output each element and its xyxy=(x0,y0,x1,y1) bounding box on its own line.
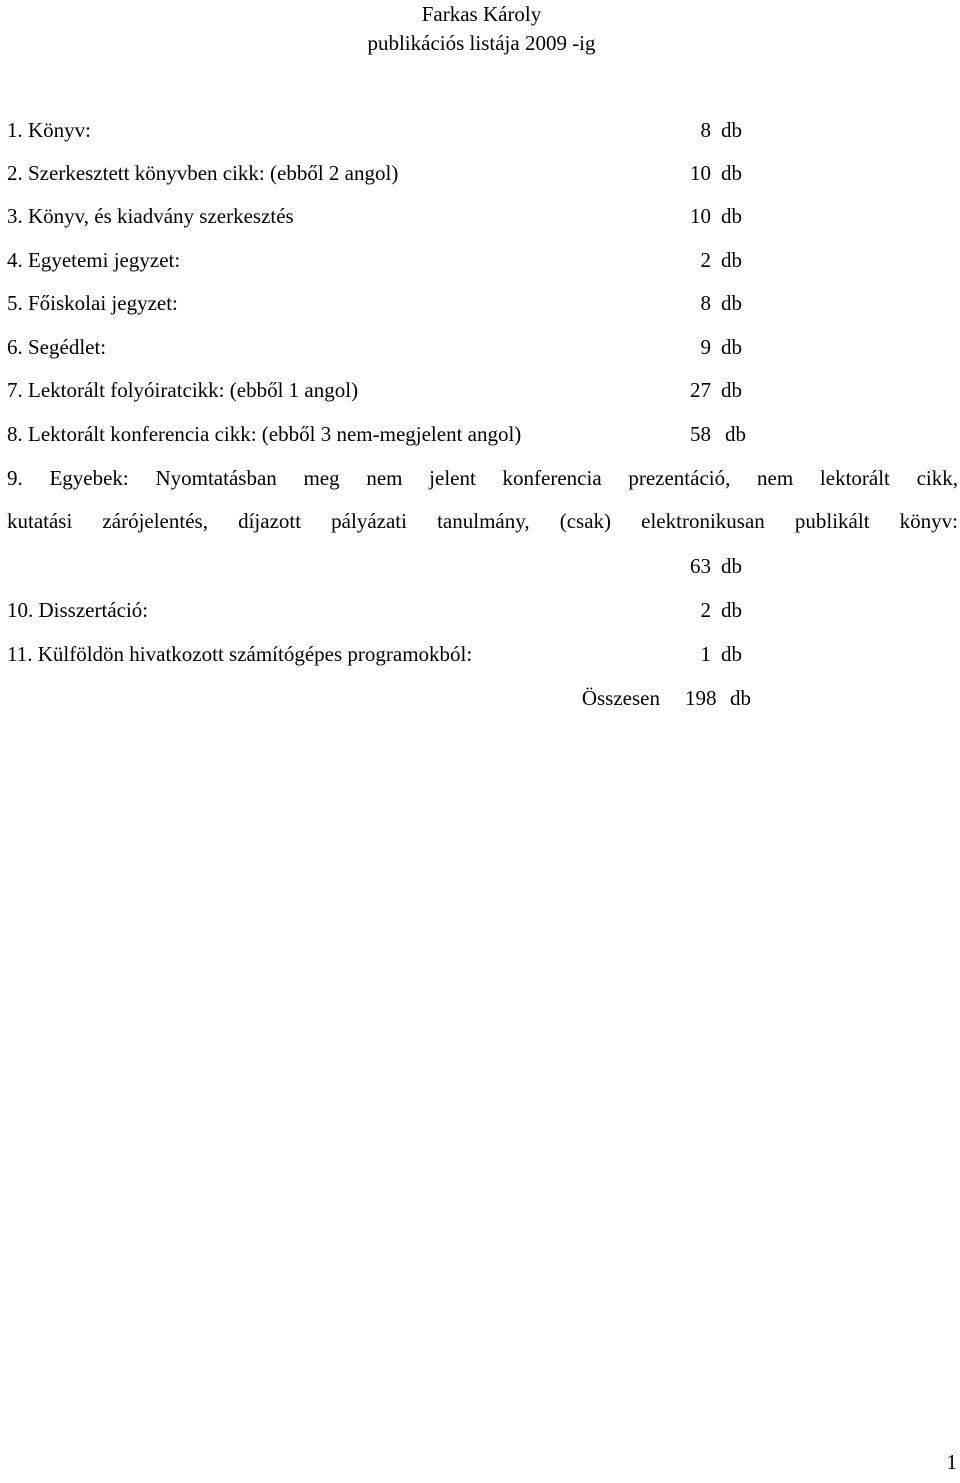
list-item xyxy=(7,377,358,403)
item-unit: db xyxy=(725,422,746,446)
list-item xyxy=(7,290,178,316)
item-count: 9 xyxy=(700,335,711,359)
item-unit: db xyxy=(721,378,742,402)
item-unit: db xyxy=(721,291,742,315)
item-unit: db xyxy=(721,598,742,622)
item-unit: db xyxy=(721,161,742,185)
item-label: 3. Könyv, és kiadvány szerkesztés xyxy=(7,204,294,228)
item-label: 11. Külföldön hivatkozott számítógépes programokból: xyxy=(7,642,473,666)
list-item xyxy=(7,203,294,229)
list-item-other-continued xyxy=(7,500,958,543)
item-count: 1 xyxy=(700,642,711,666)
item-label: 7. Lektorált folyóiratcikk: (ebből 1 angol) xyxy=(7,378,359,402)
item-count: 2 xyxy=(700,598,711,622)
list-item xyxy=(7,641,472,667)
list-item-other xyxy=(7,457,958,500)
document-subtitle: publikációs listája 2009 -ig xyxy=(367,31,596,55)
item-count: 10 xyxy=(690,161,711,185)
list-item xyxy=(7,597,148,623)
item-count: 58 xyxy=(690,422,711,446)
item-label: 10. Disszertáció: xyxy=(7,598,149,622)
item-count: 8 xyxy=(700,291,711,315)
item-label: 6. Segédlet: xyxy=(7,335,107,359)
author-name: Farkas Károly xyxy=(421,2,542,26)
page-number: 1 xyxy=(946,1450,957,1474)
item-unit: db xyxy=(721,118,742,142)
document-header xyxy=(0,0,960,58)
item-label: 2. Szerkesztett könyvben cikk: (ebből 2 angol) xyxy=(7,161,399,185)
item-unit: db xyxy=(721,204,742,228)
list-item xyxy=(7,117,91,143)
item-unit: db xyxy=(721,248,742,272)
item-count: 2 xyxy=(700,248,711,272)
item-unit: db xyxy=(721,554,742,578)
item-unit: db xyxy=(721,642,742,666)
item-count: 63 xyxy=(690,554,711,578)
total-unit: db xyxy=(730,686,751,710)
item-label: 8. Lektorált konferencia cikk: (ebből 3 nem-megjelent angol) xyxy=(7,422,522,446)
list-item xyxy=(7,334,106,360)
list-item xyxy=(7,160,398,186)
total-count: 198 xyxy=(685,686,717,710)
item9-line1: 9. Egyebek: Nyomtatásban meg nem jelent konferencia prezentáció, nem lektorált cikk, xyxy=(7,466,958,490)
total-label: Összesen xyxy=(581,686,660,710)
item-label: 5. Főiskolai jegyzet: xyxy=(7,291,178,315)
item-unit: db xyxy=(721,335,742,359)
item-count: 8 xyxy=(700,118,711,142)
item9-line2: kutatási zárójelentés, díjazott pályázati tanulmány, (csak) elektronikusan publikált könyv: xyxy=(7,509,958,533)
item-count: 10 xyxy=(690,204,711,228)
item-label: 1. Könyv: xyxy=(7,118,91,142)
item-label: 4. Egyetemi jegyzet: xyxy=(7,248,181,272)
item-count: 27 xyxy=(690,378,711,402)
list-item xyxy=(7,421,521,447)
list-item xyxy=(7,247,180,273)
